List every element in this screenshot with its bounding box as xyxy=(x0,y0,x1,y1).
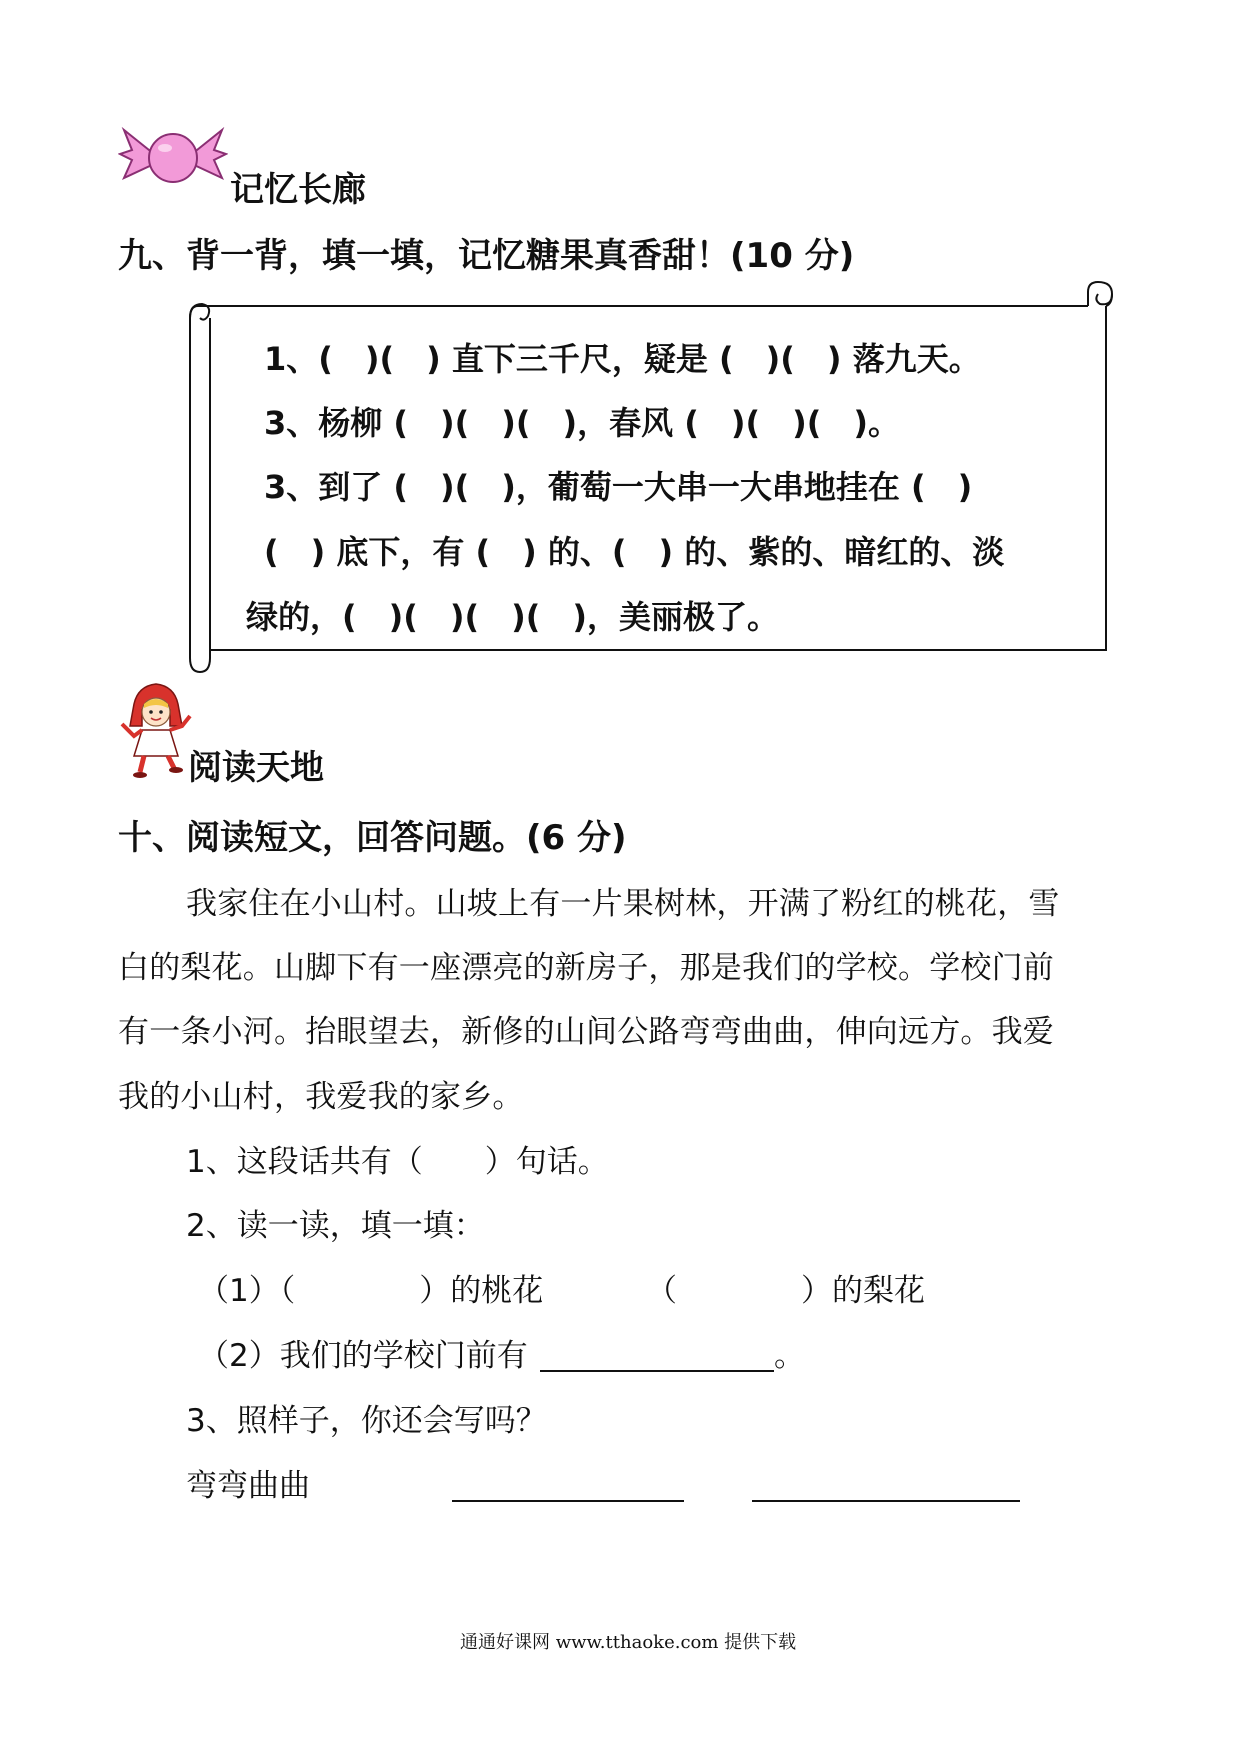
memory-line-5: 绿的，( )( )( )( )，美丽极了。 xyxy=(246,598,780,636)
answer-blank-word-1[interactable] xyxy=(452,1500,684,1502)
passage-line-1: 我家住在小山村。山坡上有一片果树林，开满了粉红的桃花，雪 xyxy=(186,886,1060,922)
memory-line-2: 3、杨柳 ( )( )( )，春风 ( )( )( )。 xyxy=(264,404,901,442)
candy-icon xyxy=(118,120,228,198)
answer-blank-word-2[interactable] xyxy=(752,1500,1020,1502)
memory-line-3: 3、到了 ( )( )，葡萄一大串一大串地挂在 ( ) xyxy=(264,468,973,506)
passage-line-2: 白的梨花。山脚下有一座漂亮的新房子，那是我们的学校。学校门前 xyxy=(118,950,1054,986)
sub-question-2: 2、读一读，填一填： xyxy=(186,1208,485,1244)
answer-blank-river[interactable] xyxy=(540,1370,774,1372)
sub-question-2-2: （2）我们的学校门前有 xyxy=(198,1338,528,1374)
sub-question-1: 1、这段话共有（ ）句话。 xyxy=(186,1144,609,1180)
passage-line-3: 有一条小河。抬眼望去，新修的山间公路弯弯曲曲，伸向远方。我爱 xyxy=(118,1014,1054,1050)
sub-question-2-1-pear: （ ）的梨花 xyxy=(646,1273,925,1309)
memory-line-1: 1、( )( ) 直下三千尺，疑是 ( )( ) 落九天。 xyxy=(264,340,981,378)
sub-question-3: 3、照样子，你还会写吗？ xyxy=(186,1403,547,1439)
question-10-title: 十、阅读短文，回答问题。(6 分) xyxy=(118,818,627,858)
reading-section-label: 阅读天地 xyxy=(188,748,324,788)
girl-icon xyxy=(116,680,196,780)
sub-question-3-example: 弯弯曲曲 xyxy=(186,1468,310,1504)
footer-text: 通通好课网 www.tthaoke.com 提供下载 xyxy=(460,1632,797,1653)
sub-question-2-1-peach: （1）（ ）的桃花 xyxy=(198,1273,544,1309)
memory-line-4: ( ) 底下，有 ( ) 的、( ) 的、紫的、暗红的、淡 xyxy=(264,533,1005,571)
memory-section-label: 记忆长廊 xyxy=(230,170,366,210)
sub-question-2-2-end: 。 xyxy=(774,1338,805,1374)
passage-line-4: 我的小山村，我爱我的家乡。 xyxy=(118,1079,524,1115)
question-9-title: 九、背一背，填一填，记忆糖果真香甜！(10 分) xyxy=(118,236,855,276)
